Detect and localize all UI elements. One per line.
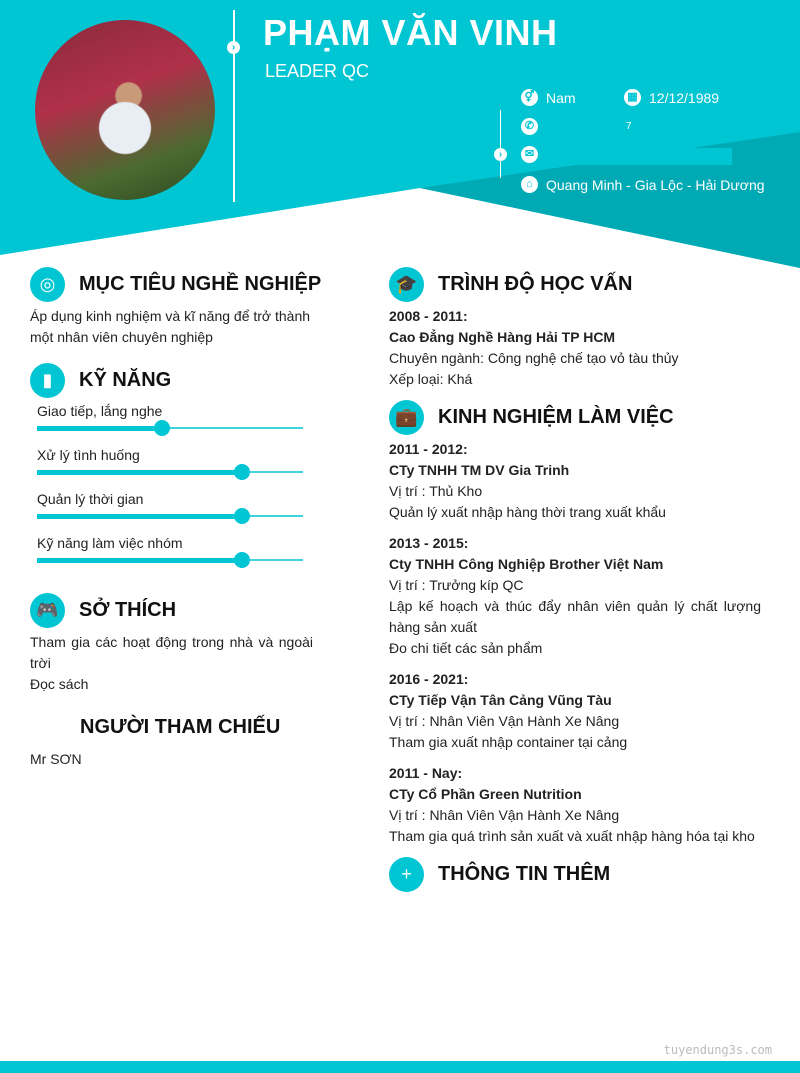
objective-heading: ◎ MỤC TIÊU NGHỀ NGHIỆP xyxy=(30,267,321,302)
skill-bar xyxy=(37,471,303,473)
chevron-right-icon: › xyxy=(494,148,507,161)
skill-label: Giao tiếp, lắng nghe xyxy=(37,403,163,419)
candidate-role: LEADER QC xyxy=(265,61,370,81)
skill-bar xyxy=(37,515,303,517)
skill-item xyxy=(37,535,303,561)
dob-info: ▦ 12/12/1989 xyxy=(624,89,719,106)
skill-knob xyxy=(234,552,250,568)
education-entry: 2008 - 2011: Cao Đẳng Nghề Hàng Hải TP HCM Chuyên ngành: Công nghệ chế tạo vỏ tàu thủy Xếp loại: Khá xyxy=(389,308,679,387)
job-period: 2016 - 2021: xyxy=(389,671,469,687)
job-position: Vị trí : Thủ Kho xyxy=(389,483,483,499)
candidate-name: PHẠM VĂN VINH xyxy=(263,12,558,53)
skill-item xyxy=(37,447,303,473)
skill-fill xyxy=(37,426,162,431)
skill-knob xyxy=(154,420,170,436)
job-entry xyxy=(389,533,761,659)
graduation-cap-icon: 🎓 xyxy=(389,267,424,302)
experience-list xyxy=(389,439,761,857)
job-position: Vị trí : Nhân Viên Vận Hành Xe Nâng xyxy=(389,713,620,729)
gender-info: ⚥ Nam xyxy=(521,89,576,106)
skill-fill xyxy=(37,514,242,519)
job-company: Cty TNHH Công Nghiệp Brother Việt Nam xyxy=(389,556,664,572)
hobby-item: Tham gia các hoạt động trong nhà và ngoài trời xyxy=(30,634,313,671)
job-description: Tham gia quá trình sản xuất và xuất nhập hàng hóa tại kho xyxy=(389,828,755,844)
job-period: 2011 - 2012: xyxy=(389,441,468,457)
skill-fill xyxy=(37,470,242,475)
redaction xyxy=(545,148,732,165)
experience-heading: 💼 KINH NGHIỆM LÀM VIỆC xyxy=(389,400,674,435)
job-description: Tham gia xuất nhập container tại cảng xyxy=(389,734,628,750)
footer-bar xyxy=(0,1061,800,1073)
job-description: Đo chi tiết các sản phẩm xyxy=(389,640,543,656)
watermark: tuyendung3s.com xyxy=(663,1043,772,1057)
briefcase-icon: 💼 xyxy=(389,400,424,435)
hobby-item: Đọc sách xyxy=(30,676,89,692)
mail-icon: ✉ xyxy=(521,146,538,163)
job-entry xyxy=(389,763,761,847)
address-info: ⌂ Quang Minh - Gia Lộc - Hải Dương xyxy=(521,176,765,193)
skill-label: Quản lý thời gian xyxy=(37,491,144,507)
skill-label: Xử lý tình huống xyxy=(37,447,140,463)
job-company: CTy TNHH TM DV Gia Trinh xyxy=(389,462,570,478)
objective-text: Áp dụng kinh nghiệm và kĩ năng để trở thành một nhân viên chuyên nghiệp xyxy=(30,308,311,345)
skill-bar xyxy=(37,427,303,429)
hobbies-heading: 🎮 SỞ THÍCH xyxy=(30,593,176,628)
skill-bar xyxy=(37,559,303,561)
references-heading: NGƯỜI THAM CHIẾU xyxy=(80,716,281,738)
job-company: CTy Cổ Phần Green Nutrition xyxy=(389,786,582,802)
chevron-right-icon: › xyxy=(227,41,240,54)
job-period: 2011 - Nay: xyxy=(389,765,463,781)
skill-knob xyxy=(234,508,250,524)
divider xyxy=(500,110,501,178)
calendar-icon: ▦ xyxy=(624,89,641,106)
plus-icon: + xyxy=(389,857,424,892)
reference-name: Mr SƠN xyxy=(30,751,82,767)
job-position: Vị trí : Nhân Viên Vận Hành Xe Nâng xyxy=(389,807,620,823)
phone-info: ✆ 7 xyxy=(521,118,632,135)
skill-fill xyxy=(37,558,242,563)
avatar xyxy=(35,20,215,200)
job-entry xyxy=(389,439,761,523)
email-info xyxy=(521,146,546,163)
job-period: 2013 - 2015: xyxy=(389,535,469,551)
education-heading: 🎓 TRÌNH ĐỘ HỌC VẤN xyxy=(389,267,632,302)
phone-icon: ✆ xyxy=(521,118,538,135)
extra-heading: + THÔNG TIN THÊM xyxy=(389,857,610,892)
gamepad-icon: 🎮 xyxy=(30,593,65,628)
job-position: Vị trí : Trưởng kíp QC xyxy=(389,577,524,593)
skill-knob xyxy=(234,464,250,480)
target-icon: ◎ xyxy=(30,267,65,302)
job-description: Quản lý xuất nhập hàng thời trang xuất khẩu xyxy=(389,504,666,520)
skills-heading: ▮ KỸ NĂNG xyxy=(30,363,171,398)
skill-item xyxy=(37,403,303,429)
skill-item xyxy=(37,491,303,517)
divider xyxy=(233,10,235,202)
bar-chart-icon: ▮ xyxy=(30,363,65,398)
job-company: CTy Tiếp Vận Tân Cảng Vũng Tàu xyxy=(389,692,612,708)
skill-label: Kỹ năng làm việc nhóm xyxy=(37,535,183,551)
job-description: Lập kế hoạch và thúc đẩy nhân viên quản lý chất lượng hàng sản xuất xyxy=(389,598,761,635)
job-entry xyxy=(389,669,761,753)
home-icon: ⌂ xyxy=(521,176,538,193)
gender-icon: ⚥ xyxy=(521,89,538,106)
